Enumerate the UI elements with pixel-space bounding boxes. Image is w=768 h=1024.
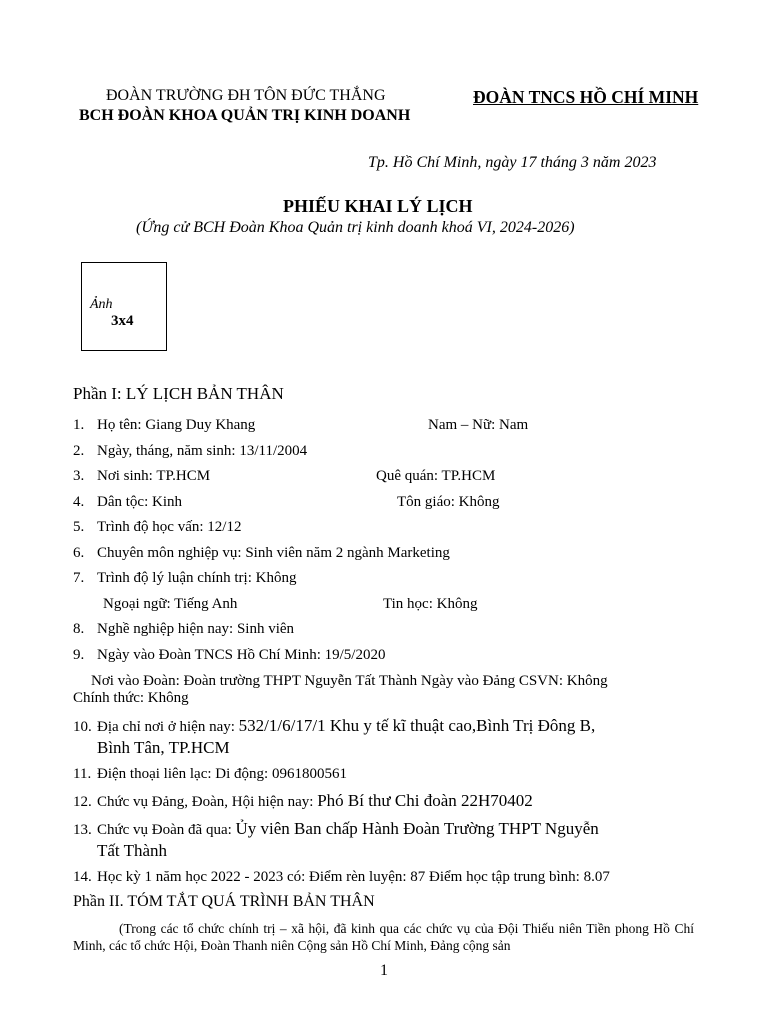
youth-union-title: ĐOÀN TNCS HỒ CHÍ MINH: [473, 87, 699, 107]
school-union-name: ĐOÀN TRƯỜNG ĐH TÔN ĐỨC THẮNG: [106, 87, 386, 104]
photo-label: Ảnh: [90, 297, 113, 312]
item9-detail-line1: Nơi vào Đoàn: Đoàn trường THPT Nguyễn Tất Thành Ngày vào Đảng CSVN: Không: [91, 673, 608, 689]
page-subtitle: (Ứng cử BCH Đoàn Khoa Quản trị kinh doanh khoá VI, 2024-2026): [136, 219, 575, 236]
page-title: PHIẾU KHAI LÝ LỊCH: [283, 196, 473, 216]
item9-detail-line2: Chính thức: Không: [73, 690, 189, 706]
document-date: Tp. Hồ Chí Minh, ngày 17 tháng 3 năm 2023: [368, 154, 657, 171]
part1-heading: Phần I: LÝ LỊCH BẢN THÂN: [73, 384, 284, 403]
part2-note: (Trong các tổ chức chính trị – xã hội, đã kinh qua các chức vụ của Đội Thiếu niên Tiền phong Hồ Chí Minh, các tổ chức Hội, Đoàn Thanh niên Cộng sản Hồ Chí Minh, Đảng cộng sản: [73, 921, 694, 953]
faculty-union-name: BCH ĐOÀN KHOA QUẢN TRỊ KINH DOANH: [79, 107, 411, 124]
photo-size: 3x4: [111, 313, 134, 329]
photo-placeholder: [81, 262, 167, 351]
part2-heading: Phần II. TÓM TẮT QUÁ TRÌNH BẢN THÂN: [73, 893, 375, 910]
page-number: 1: [380, 962, 388, 979]
